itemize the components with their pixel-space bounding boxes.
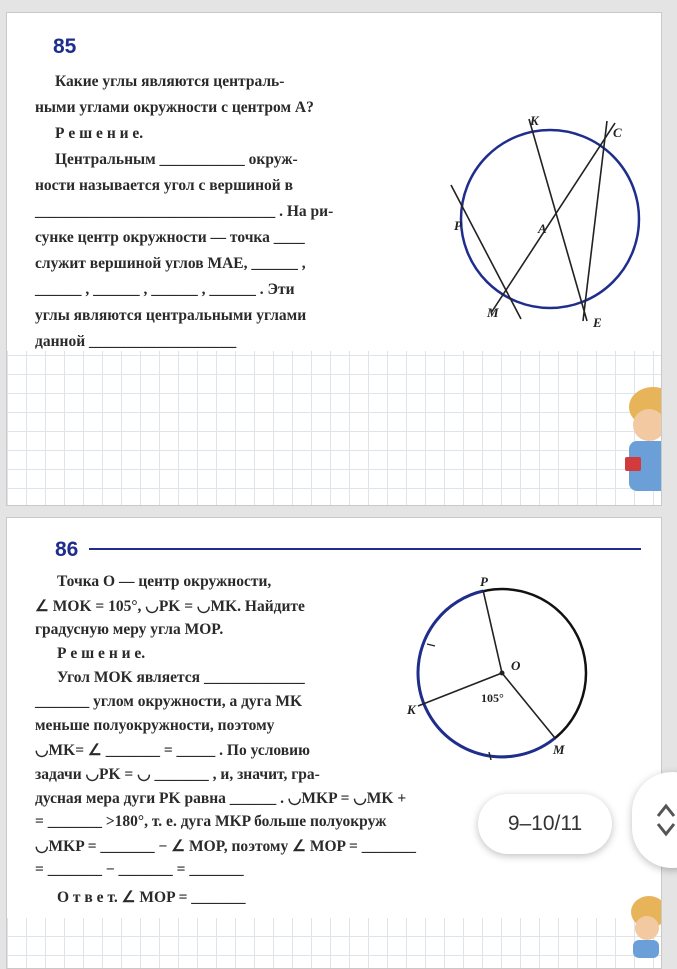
text-line: меньше полуокружности, поэтому <box>35 717 275 734</box>
label-m: M <box>553 742 565 757</box>
text-line: углы являются центральными углами <box>35 307 307 324</box>
text-line: дусная мера дуги PK равна ______ . ◡MKP = ◡MK + <box>35 790 407 807</box>
line-pm <box>451 185 521 319</box>
text-line: ◡MKP = _______ − ∠ MOP, поэтому ∠ MOP = _______ <box>35 838 417 855</box>
line-mc <box>491 123 615 313</box>
text-line: Угол MOK является _____________ <box>57 669 305 686</box>
line-ke <box>529 119 587 321</box>
text-line: Какие углы являются централь- <box>55 73 285 90</box>
label-m: M <box>487 305 499 320</box>
page-task-86 <box>6 517 662 969</box>
text-line: Точка O — центр окружности, <box>57 573 272 590</box>
text-line: данной ___________________ <box>35 333 237 350</box>
chevron-icon <box>656 800 676 840</box>
header-rule <box>89 548 641 550</box>
text-line: ными углами окружности с центром A? <box>35 99 314 116</box>
boy-illustration <box>619 888 661 958</box>
text-line: _______ углом окружности, а дуга MK <box>35 693 303 710</box>
tick-mark <box>427 644 435 646</box>
page-indicator <box>478 794 612 854</box>
text-line: ______ , ______ , ______ , ______ . Эти <box>35 281 295 298</box>
text-line: градусную меру угла MOP. <box>35 621 224 638</box>
radius-op <box>483 590 502 673</box>
text-line: ◡MK= ∠ _______ = _____ . По условию <box>35 742 310 759</box>
cup-icon <box>625 457 641 471</box>
text-line: Центральным ___________ окруж- <box>55 151 298 168</box>
label-o: O <box>511 658 521 673</box>
label-k: K <box>530 113 539 128</box>
text-line: сунке центр окружности — точка ____ <box>35 229 305 246</box>
label-c: C <box>613 125 622 140</box>
circle <box>461 130 639 308</box>
page-task-85 <box>6 12 662 506</box>
answer-line: О т в е т. ∠ MOP = _______ <box>57 889 246 906</box>
text-line: Р е ш е н и е. <box>57 645 146 662</box>
text-line: _______________________________ . На ри- <box>35 203 334 220</box>
text-line: = _______ >180°, т. е. дуга MKP больше полуокруж <box>35 813 387 830</box>
text-line: задачи ◡PK = ◡ _______ , и, значит, гра- <box>35 766 320 783</box>
text-line: ∠ MOK = 105°, ◡PK = ◡MK. Найдите <box>35 598 305 615</box>
text-line: служит вершиной углов MAE, ______ , <box>35 255 306 272</box>
label-k: K <box>407 702 416 717</box>
label-a: A <box>538 221 547 236</box>
task-85-number: 85 <box>53 35 77 58</box>
text-line: ности называется угол с вершиной в <box>35 177 293 194</box>
radius-om <box>502 673 555 738</box>
task-86-number: 86 <box>55 538 79 561</box>
arc-pk <box>418 591 483 673</box>
arc-km <box>418 673 555 757</box>
boy-illustration <box>611 381 661 495</box>
label-e: E <box>593 315 602 330</box>
circle-figure-86 <box>405 574 595 774</box>
tick-mark <box>489 752 491 760</box>
label-p: P <box>480 574 488 589</box>
page-indicator-label: 9–10/11 <box>507 812 583 835</box>
circle-figure-85 <box>437 103 661 333</box>
center-point <box>500 671 505 676</box>
text-line: Р е ш е н и е. <box>55 125 144 142</box>
text-line: = _______ − _______ = _______ <box>35 861 244 878</box>
label-p: P <box>454 218 462 233</box>
angle-label: 105° <box>481 691 504 705</box>
